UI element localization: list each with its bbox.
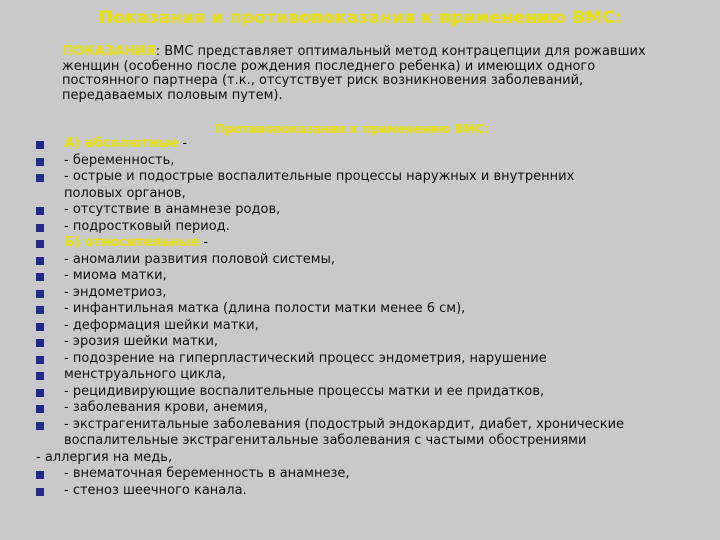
square-bullet-icon bbox=[36, 356, 44, 364]
list-item-suffix: - bbox=[178, 136, 188, 151]
square-bullet-icon bbox=[36, 257, 44, 265]
list-item-suffix: - bbox=[199, 235, 209, 250]
square-bullet-icon bbox=[36, 224, 44, 232]
list-item-text bbox=[64, 137, 187, 152]
list-item-text: - заболевания крови, анемия, bbox=[64, 400, 268, 415]
list-item-text: - беременность, bbox=[64, 152, 175, 168]
square-bullet-icon bbox=[36, 471, 44, 479]
list-item-text: - подростковый период. bbox=[64, 218, 230, 234]
contraindications-heading: Противопоказания к применению ВМС: bbox=[215, 122, 489, 136]
square-bullet-icon bbox=[36, 273, 44, 281]
list-item-text: - рецидивирующие воспалительные процессы матки и ее придатков, bbox=[64, 383, 545, 399]
list-item-text: - миома матки, bbox=[64, 268, 167, 283]
square-bullet-icon bbox=[36, 389, 44, 397]
list-item-text: - внематочная беременность в анамнезе, bbox=[64, 466, 350, 481]
list-item-subheading: Б) относительные bbox=[64, 235, 200, 250]
square-bullet-icon bbox=[36, 290, 44, 298]
list-item-text: - аномалии развития половой системы, bbox=[64, 251, 336, 267]
square-bullet-icon bbox=[36, 488, 44, 496]
list-item-text: менструального цикла, bbox=[64, 367, 226, 382]
list-item-subheading: А) абсолютные bbox=[64, 136, 179, 151]
indications-line-3: постоянного партнера (т.к., отсутствует риск возникновения заболеваний, bbox=[62, 73, 584, 89]
indications-keyword: ПОКАЗАНИЯ bbox=[62, 44, 156, 59]
list-item-text: - эрозия шейки матки, bbox=[64, 334, 219, 349]
indications-line-2: женщин (особенно после рождения последнего ребенка) и имеющих одного bbox=[62, 58, 596, 74]
list-item-text: - инфантильная матка (длина полости матки менее 6 см), bbox=[64, 301, 466, 316]
square-bullet-icon bbox=[36, 323, 44, 331]
square-bullet-icon bbox=[36, 207, 44, 215]
list-item-text: - деформация шейки матки, bbox=[64, 317, 259, 333]
list-item-text: - экстрагенитальные заболевания (подострый эндокардит, диабет, хронические bbox=[64, 416, 625, 432]
list-item-text: - отсутствие в анамнезе родов, bbox=[64, 202, 281, 217]
square-bullet-icon bbox=[36, 405, 44, 413]
indications-line-1 bbox=[64, 45, 694, 60]
square-bullet-icon bbox=[36, 240, 44, 248]
slide-title: Показания и противопоказания к применению ВМС: bbox=[98, 8, 622, 28]
list-item-text: - подозрение на гиперпластический процесс эндометрия, нарушение bbox=[64, 350, 547, 366]
indications-line-4: передаваемых половым путем). bbox=[62, 87, 283, 103]
list-item-text: - острые и подострые воспалительные процессы наружных и внутренних bbox=[64, 169, 575, 184]
square-bullet-icon bbox=[36, 141, 44, 149]
square-bullet-icon bbox=[36, 422, 44, 430]
square-bullet-icon bbox=[36, 174, 44, 182]
list-item-text: - аллергия на медь, bbox=[36, 449, 173, 465]
indications-text: : ВМС представляет оптимальный метод контрацепции для рожавших bbox=[155, 44, 646, 59]
list-item-text: половых органов, bbox=[64, 185, 186, 201]
square-bullet-icon bbox=[36, 306, 44, 314]
list-item-text bbox=[64, 236, 208, 251]
indications-paragraph bbox=[64, 45, 694, 103]
list-item-text: - стеноз шеечного канала. bbox=[64, 482, 247, 498]
square-bullet-icon bbox=[36, 372, 44, 380]
list-item-text: - эндометриоз, bbox=[64, 284, 167, 300]
list-item-text: воспалительные экстрагенитальные заболевания с частыми обострениями bbox=[64, 433, 587, 448]
square-bullet-icon bbox=[36, 158, 44, 166]
square-bullet-icon bbox=[36, 339, 44, 347]
